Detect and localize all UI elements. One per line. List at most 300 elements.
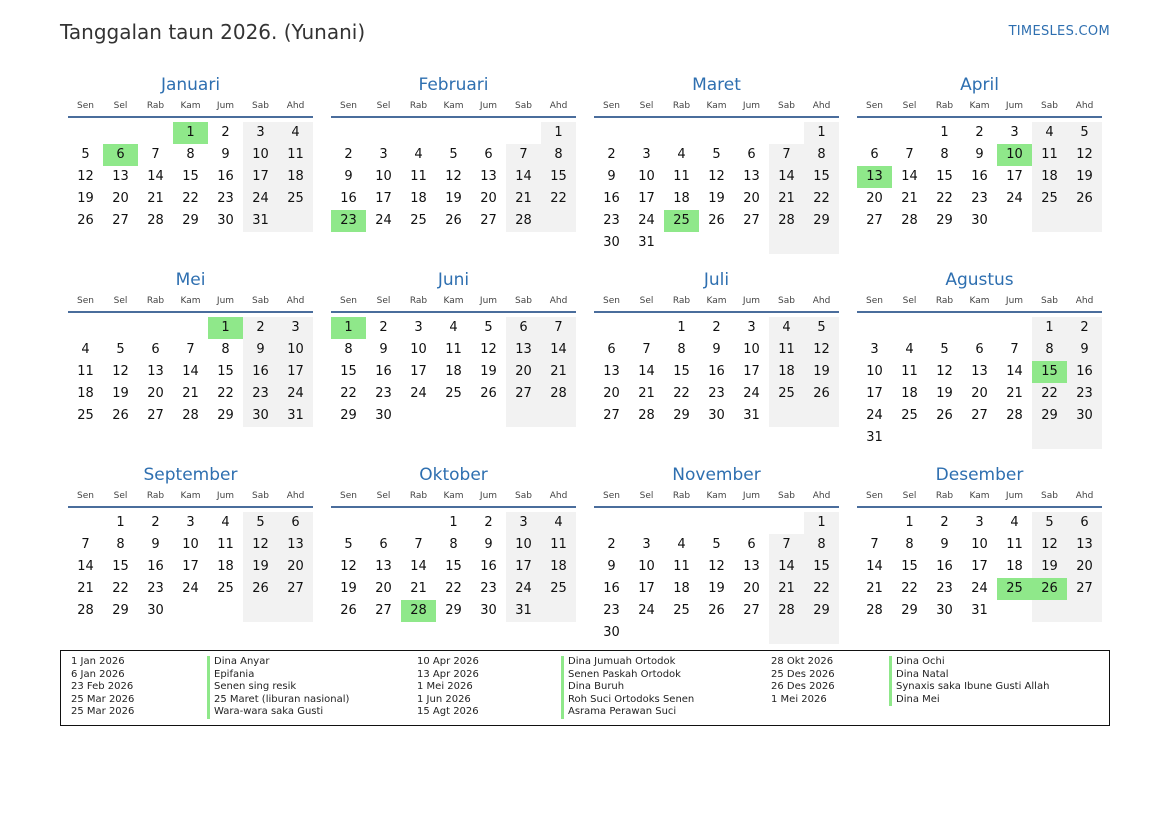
day-cell: 16 [936,559,953,574]
day-cell: 20 [743,191,760,206]
day-cell: 2 [607,537,616,552]
header-rule [331,506,576,508]
day-cell: 18 [278,166,313,188]
day-cell: 21 [541,361,576,383]
day-cell: 18 [77,386,94,401]
empty-cell [138,317,173,339]
day-cell: 6 [103,144,138,166]
day-cell: 24 [866,408,883,423]
month-februari [331,74,576,269]
day-cell: 25 [664,210,699,232]
day-cell: 7 [769,144,804,166]
day-cell: 6 [506,317,541,339]
day-cell: 5 [344,537,353,552]
day-cell: 18 [217,559,234,574]
day-cell: 9 [1067,339,1102,361]
day-cell: 14 [410,559,427,574]
day-cell: 27 [112,213,129,228]
day-cell: 30 [708,408,725,423]
empty-cell [769,232,804,254]
day-cell: 1 [449,515,458,530]
day-cell: 10 [410,342,427,357]
day-cell: 3 [506,512,541,534]
weekday-label: Kam [706,491,727,501]
day-grid [68,317,313,427]
legend-date: 1 Mei 2026 [771,693,827,705]
weekday-label: Rab [409,296,428,306]
day-cell: 13 [112,169,129,184]
empty-cell [734,232,769,254]
weekday-label: Sel [113,491,128,501]
empty-cell [699,232,734,254]
day-cell: 17 [506,556,541,578]
day-cell: 1 [116,515,125,530]
day-cell: 24 [638,213,655,228]
empty-cell [804,405,839,427]
weekday-header [331,293,576,309]
empty-cell [927,317,962,339]
day-cell: 28 [506,210,541,232]
month-juli [594,269,839,464]
day-cell: 28 [77,603,94,618]
empty-cell [138,122,173,144]
day-cell: 9 [975,147,984,162]
empty-cell [664,512,699,534]
weekday-label: Ahd [812,491,831,501]
day-cell: 21 [901,191,918,206]
day-cell: 29 [901,603,918,618]
day-cell: 4 [81,342,90,357]
day-cell: 22 [217,386,234,401]
day-cell: 15 [340,364,357,379]
weekday-label: Ahd [549,101,568,111]
day-cell: 23 [1067,383,1102,405]
day-cell: 27 [480,213,497,228]
weekday-label: Sel [902,101,917,111]
day-cell: 7 [81,537,90,552]
weekday-label: Ahd [1075,491,1094,501]
legend-date: 6 Jan 2026 [71,668,125,680]
day-cell: 10 [506,534,541,556]
empty-cell [1032,210,1067,232]
day-cell: 16 [1067,361,1102,383]
weekday-label: Sab [515,101,532,111]
day-cell: 19 [480,364,497,379]
day-cell: 4 [278,122,313,144]
weekday-label: Sel [113,296,128,306]
month-september [68,464,313,659]
weekday-label: Sab [1041,101,1058,111]
day-cell: 3 [642,147,651,162]
day-cell: 13 [743,169,760,184]
day-cell: 22 [182,191,199,206]
day-cell: 17 [638,191,655,206]
weekday-header [594,488,839,504]
legend-date: 25 Mar 2026 [71,693,135,705]
day-cell: 21 [506,188,541,210]
day-cell: 30 [603,235,620,250]
empty-cell [629,622,664,644]
day-cell: 19 [445,191,462,206]
day-cell: 11 [278,144,313,166]
day-cell: 20 [866,191,883,206]
header-rule [857,116,1102,118]
weekday-label: Sel [902,296,917,306]
weekday-label: Sel [639,491,654,501]
day-cell: 10 [743,342,760,357]
day-cell: 29 [445,603,462,618]
day-cell: 31 [638,235,655,250]
weekday-label: Sel [376,101,391,111]
day-cell: 31 [506,600,541,622]
day-cell: 15 [936,169,953,184]
empty-cell [892,427,927,449]
day-cell: 17 [971,559,988,574]
day-cell: 14 [506,166,541,188]
day-cell: 9 [151,537,160,552]
month-name: Desember [935,465,1024,485]
weekday-label: Sen [866,491,883,501]
day-cell: 24 [278,383,313,405]
empty-cell [103,317,138,339]
empty-cell [892,317,927,339]
day-cell: 24 [971,581,988,596]
day-cell: 8 [541,144,576,166]
weekday-label: Sab [252,101,269,111]
day-cell: 15 [112,559,129,574]
day-cell: 4 [221,515,230,530]
day-cell: 12 [243,534,278,556]
empty-cell [962,317,997,339]
day-cell: 27 [1067,578,1102,600]
day-grid [857,512,1102,622]
day-cell: 10 [243,144,278,166]
day-cell: 4 [414,147,423,162]
day-cell: 22 [901,581,918,596]
day-cell: 28 [901,213,918,228]
empty-cell [401,405,436,427]
day-cell: 3 [642,537,651,552]
day-cell: 14 [638,364,655,379]
empty-cell [68,512,103,534]
day-cell: 31 [278,405,313,427]
weekday-label: Ahd [812,296,831,306]
weekday-label: Jum [479,101,498,111]
day-cell: 1 [331,317,366,339]
empty-cell [699,622,734,644]
day-grid [594,512,839,644]
day-cell: 11 [1032,144,1067,166]
holiday-legend [60,650,1110,726]
empty-cell [366,122,401,144]
weekday-label: Sen [866,296,883,306]
weekday-label: Ahd [812,101,831,111]
day-cell: 3 [379,147,388,162]
day-cell: 7 [506,144,541,166]
header-rule [594,116,839,118]
day-cell: 10 [971,537,988,552]
weekday-label: Sel [902,491,917,501]
weekday-label: Rab [672,491,691,501]
empty-cell [962,427,997,449]
month-name: Juni [437,270,470,290]
header-rule [594,311,839,313]
day-cell: 15 [673,364,690,379]
empty-cell [1067,210,1102,232]
weekday-label: Rab [672,296,691,306]
month-name: Januari [160,75,221,95]
day-cell: 23 [243,383,278,405]
day-cell: 19 [112,386,129,401]
day-cell: 26 [708,213,725,228]
day-cell: 24 [506,578,541,600]
day-cell: 15 [804,166,839,188]
weekday-label: Sab [778,296,795,306]
empty-cell [629,122,664,144]
day-cell: 15 [804,556,839,578]
day-cell: 3 [186,515,195,530]
day-cell: 9 [243,339,278,361]
day-cell: 27 [866,213,883,228]
empty-cell [997,600,1032,622]
day-cell: 25 [1032,188,1067,210]
day-cell: 11 [769,339,804,361]
weekday-label: Jum [216,101,235,111]
empty-cell [541,210,576,232]
empty-cell [769,122,804,144]
day-cell: 25 [278,188,313,210]
day-cell: 12 [804,339,839,361]
legend-holiday-name: Roh Suci Ortodoks Senen [561,694,694,707]
month-name: April [960,75,999,95]
day-cell: 5 [712,147,721,162]
day-cell: 28 [401,600,436,622]
day-cell: 5 [940,342,949,357]
day-cell: 9 [940,537,949,552]
weekday-label: Ahd [549,296,568,306]
month-mei [68,269,313,464]
empty-cell [734,622,769,644]
day-cell: 30 [217,213,234,228]
empty-cell [278,600,313,622]
day-cell: 14 [1006,364,1023,379]
empty-cell [506,405,541,427]
day-cell: 10 [278,339,313,361]
day-cell: 11 [901,364,918,379]
day-cell: 28 [541,383,576,405]
month-april [857,74,1102,269]
day-cell: 5 [1067,122,1102,144]
day-cell: 28 [147,213,164,228]
weekday-label: Rab [672,101,691,111]
day-cell: 18 [1006,559,1023,574]
weekday-label: Rab [409,101,428,111]
day-cell: 6 [870,147,879,162]
day-cell: 10 [638,169,655,184]
day-cell: 3 [414,320,423,335]
weekday-label: Kam [443,296,464,306]
day-cell: 21 [147,191,164,206]
empty-cell [366,512,401,534]
day-cell: 1 [173,122,208,144]
day-cell: 20 [147,386,164,401]
empty-cell [68,317,103,339]
month-januari [68,74,313,269]
day-cell: 19 [936,386,953,401]
day-cell: 4 [905,342,914,357]
day-cell: 2 [151,515,160,530]
day-cell: 20 [971,386,988,401]
day-cell: 2 [484,515,493,530]
legend-date: 28 Okt 2026 [771,656,834,667]
day-cell: 13 [603,364,620,379]
day-cell: 21 [769,188,804,210]
weekday-label: Sen [603,101,620,111]
header-rule [857,506,1102,508]
day-cell: 9 [607,169,616,184]
day-cell: 11 [445,342,462,357]
empty-cell [997,210,1032,232]
weekday-label: Kam [706,296,727,306]
day-cell: 17 [182,559,199,574]
empty-cell [278,210,313,232]
day-cell: 21 [182,386,199,401]
weekday-label: Rab [409,491,428,501]
day-cell: 26 [936,408,953,423]
day-cell: 25 [901,408,918,423]
day-cell: 2 [379,320,388,335]
weekday-label: Jum [479,296,498,306]
day-cell: 6 [747,537,756,552]
empty-cell [541,405,576,427]
day-cell: 8 [1032,339,1067,361]
day-cell: 7 [769,534,804,556]
day-cell: 12 [112,364,129,379]
weekday-label: Rab [935,101,954,111]
legend-date: 25 Des 2026 [771,668,835,680]
day-cell: 4 [449,320,458,335]
weekday-header [594,98,839,114]
day-cell: 16 [375,364,392,379]
weekday-label: Sab [515,296,532,306]
weekday-label: Sel [639,296,654,306]
day-grid [331,512,576,622]
day-cell: 9 [221,147,230,162]
day-cell: 6 [747,147,756,162]
day-cell: 14 [147,169,164,184]
day-cell: 20 [603,386,620,401]
day-cell: 18 [901,386,918,401]
empty-cell [1067,427,1102,449]
weekday-header [857,293,1102,309]
day-cell: 25 [769,383,804,405]
day-cell: 9 [379,342,388,357]
month-desember [857,464,1102,659]
day-cell: 15 [1032,361,1067,383]
day-cell: 13 [506,339,541,361]
day-cell: 12 [1067,144,1102,166]
empty-cell [594,512,629,534]
empty-cell [331,512,366,534]
day-cell: 23 [480,581,497,596]
empty-cell [699,122,734,144]
day-cell: 30 [375,408,392,423]
empty-cell [1032,600,1067,622]
day-cell: 6 [1067,512,1102,534]
weekday-label: Sel [376,296,391,306]
day-cell: 1 [905,515,914,530]
weekday-label: Kam [180,101,201,111]
empty-cell [629,512,664,534]
day-cell: 8 [804,534,839,556]
day-cell: 27 [743,603,760,618]
brand-link[interactable]: TIMESLES.COM [1008,24,1110,39]
day-cell: 11 [217,537,234,552]
weekday-label: Jum [479,491,498,501]
day-cell: 25 [673,603,690,618]
weekday-label: Ahd [1075,101,1094,111]
day-cell: 29 [182,213,199,228]
day-cell: 26 [77,213,94,228]
day-cell: 7 [642,342,651,357]
day-cell: 19 [243,556,278,578]
weekday-label: Jum [1005,101,1024,111]
day-cell: 12 [1032,534,1067,556]
weekday-label: Sen [77,101,94,111]
day-cell: 6 [975,342,984,357]
weekday-label: Sen [603,296,620,306]
day-cell: 10 [375,169,392,184]
legend-holiday-name: Dina Mei [889,694,1049,707]
empty-cell [541,600,576,622]
weekday-label: Kam [706,101,727,111]
month-november [594,464,839,659]
day-grid [68,512,313,622]
day-cell: 29 [112,603,129,618]
month-name: Mei [175,270,206,290]
empty-cell [804,622,839,644]
weekday-label: Sen [340,296,357,306]
day-cell: 31 [743,408,760,423]
legend-date: 26 Des 2026 [771,681,835,693]
day-cell: 6 [379,537,388,552]
legend-date: 1 Jan 2026 [71,656,125,667]
day-cell: 8 [186,147,195,162]
day-cell: 8 [940,147,949,162]
day-cell: 22 [804,188,839,210]
weekday-label: Sab [1041,491,1058,501]
day-cell: 10 [182,537,199,552]
day-cell: 22 [340,386,357,401]
legend-holiday-name: Dina Jumuah Ortodok [561,656,694,669]
day-cell: 8 [344,342,353,357]
day-cell: 5 [484,320,493,335]
day-cell: 6 [484,147,493,162]
day-cell: 30 [971,213,988,228]
day-cell: 8 [905,537,914,552]
day-cell: 10 [997,144,1032,166]
day-grid [331,122,576,232]
day-cell: 4 [769,317,804,339]
day-cell: 18 [673,191,690,206]
empty-cell [103,122,138,144]
day-cell: 17 [866,386,883,401]
day-cell: 15 [541,166,576,188]
empty-cell [594,317,629,339]
day-cell: 2 [243,317,278,339]
weekday-header [68,98,313,114]
day-cell: 14 [769,166,804,188]
